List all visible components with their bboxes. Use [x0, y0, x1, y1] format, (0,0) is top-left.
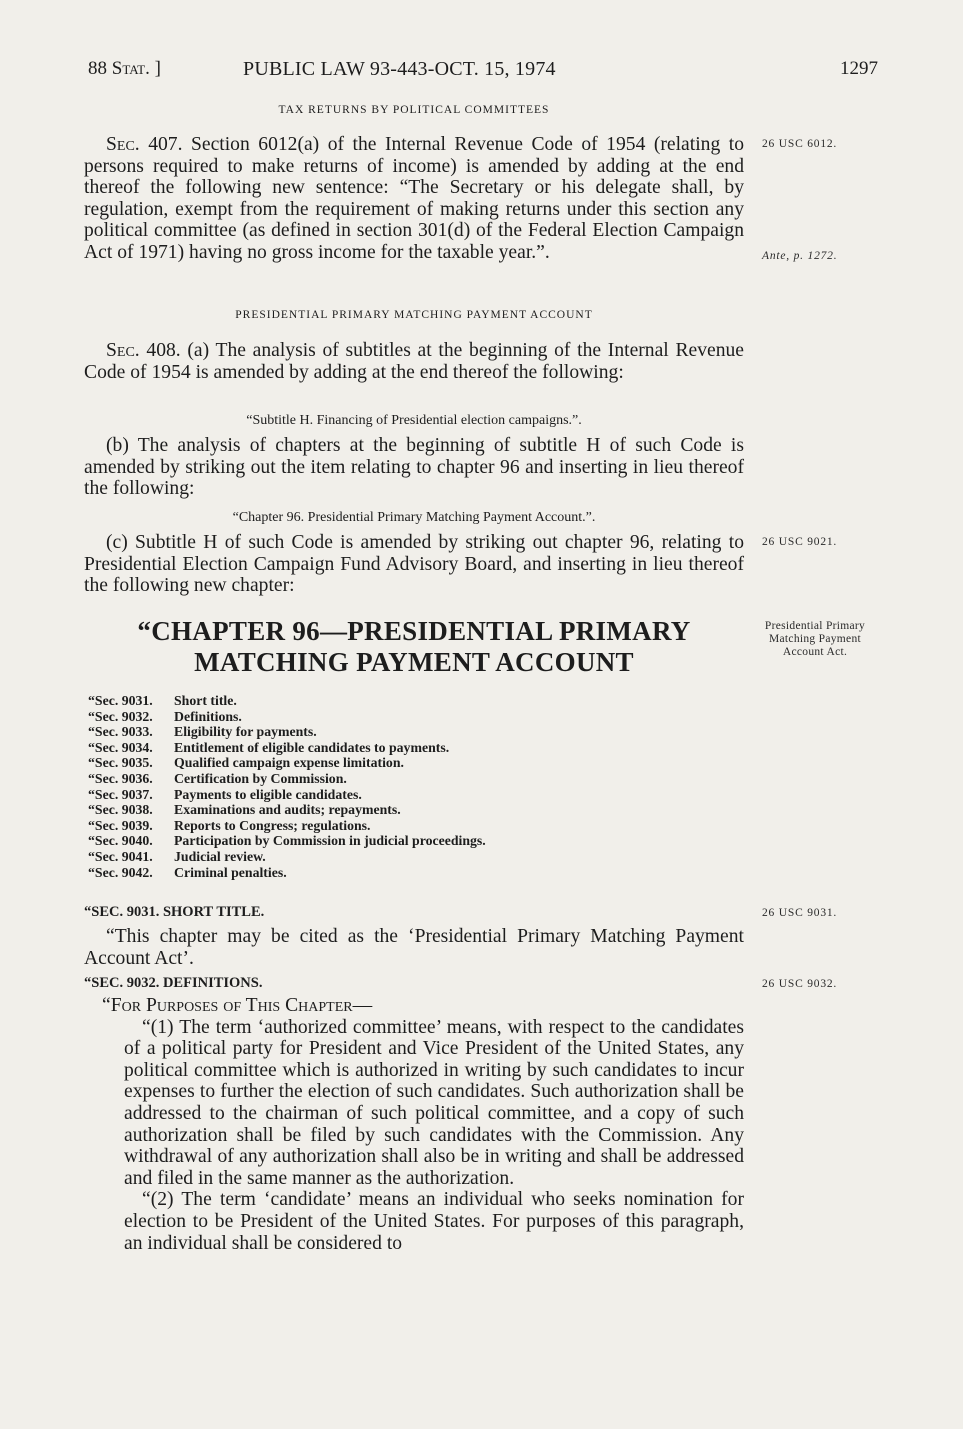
toc-entry	[88, 833, 748, 849]
toc-section-title: Qualified campaign expense limitation.	[174, 755, 404, 771]
margin-note-usc-9031: 26 USC 9031.	[762, 907, 838, 919]
subtitle-h-quote: “Subtitle H. Financing of Presidential election campaigns.”.	[246, 413, 582, 428]
toc-section-title: Judicial review.	[174, 848, 266, 864]
toc-section-number: “Sec. 9034.	[88, 739, 153, 755]
toc-entry	[88, 740, 748, 756]
section-408-a-text: Sec. 408. (a) The analysis of subtitles at the beginning of the Internal Revenue Code of 1954 is amended by adding at the end thereof the following:	[84, 340, 744, 383]
toc-section-number: “Sec. 9031.	[88, 693, 153, 708]
toc-entry	[88, 787, 748, 803]
definition-1: “(1) The term ‘authorized committee’ means, with respect to the candidates of a political party for President and Vice President of the United States, any political committee which is authorized in writing by such candidates to incur expenses to further the election of such candidates. Such authorization shall be addressed to the chairman of such political committee, and a copy of such authorization shall be filed by such candidates with the Commission. Any withdrawal of any authorization shall also be in writing and shall be addressed and filed in the same manner as the authorization.	[124, 1016, 744, 1189]
toc-entry	[88, 724, 748, 740]
toc-entry	[88, 693, 748, 709]
page-number: 1297	[840, 58, 878, 79]
chapter-title	[84, 616, 744, 678]
toc-section-number: “Sec. 9037.	[88, 786, 153, 802]
section-9031-body	[84, 926, 744, 969]
toc-section-title: Examinations and audits; repayments.	[174, 802, 401, 818]
toc-entry	[88, 865, 748, 881]
toc-section-number: “Sec. 9036.	[88, 770, 153, 786]
toc-section-title: Reports to Congress; regulations.	[174, 817, 371, 833]
section-9031-heading: “SEC. 9031. SHORT TITLE.	[84, 904, 265, 920]
section-408-b	[84, 435, 744, 500]
page-header	[88, 58, 878, 88]
toc-section-number: “Sec. 9041.	[88, 848, 153, 864]
margin-note-usc-6012: 26 USC 6012.	[762, 138, 838, 150]
toc-section-number: “Sec. 9035.	[88, 755, 153, 771]
toc-section-title: Eligibility for payments.	[174, 724, 317, 740]
section-9031-text: “This chapter may be cited as the ‘Presidential Primary Matching Payment Account Act’.	[84, 926, 744, 969]
section-408-c-text: (c) Subtitle H of such Code is amended by striking out chapter 96, relating to Presidential Election Campaign Fund Advisory Board, and inserting in lieu thereof the following new chapter:	[84, 532, 744, 597]
toc-entry	[88, 771, 748, 787]
section-407-heading: TAX RETURNS BY POLITICAL COMMITTEES	[278, 104, 550, 116]
toc-section-title: Definitions.	[174, 708, 242, 724]
toc-section-number: “Sec. 9042.	[88, 864, 153, 880]
chapter-table-of-contents	[84, 693, 748, 880]
section-408-b-text: (b) The analysis of chapters at the beginning of subtitle H of such Code is amended by striking out the item relating to chapter 96 and inserting in lieu thereof the following:	[84, 435, 744, 500]
toc-entry	[88, 849, 748, 865]
toc-entry	[88, 818, 748, 834]
toc-entry	[88, 802, 748, 818]
section-407-text: Sec. 407. Section 6012(a) of the Internal Revenue Code of 1954 (relating to persons required to make returns of income) is amended by adding at the end thereof the following new sentence: “The Secretary or his delegate shall, by regulation, exempt from the requirement of making returns under this section any political committee (as defined in section 301(d) of the Federal Election Campaign Act of 1971) having no gross income for the taxable year.”.	[84, 134, 744, 263]
toc-section-title: Payments to eligible candidates.	[174, 786, 362, 802]
toc-section-number: “Sec. 9038.	[88, 802, 153, 818]
toc-entry	[88, 709, 748, 725]
toc-section-number: “Sec. 9032.	[88, 708, 153, 724]
toc-section-number: “Sec. 9039.	[88, 817, 153, 833]
toc-entry	[88, 755, 748, 771]
chapter-title-line-2: MATCHING PAYMENT ACCOUNT	[194, 647, 634, 677]
margin-note-usc-9032: 26 USC 9032.	[762, 978, 838, 990]
section-9032-lead: “For Purposes of This Chapter—	[102, 995, 373, 1016]
margin-note-usc-9021: 26 USC 9021.	[762, 536, 838, 548]
running-title: PUBLIC LAW 93-443-OCT. 15, 1974	[243, 58, 556, 80]
toc-section-number: “Sec. 9033.	[88, 724, 153, 740]
chapter-96-quote: “Chapter 96. Presidential Primary Matching Payment Account.”.	[232, 510, 596, 525]
toc-section-title: Short title.	[174, 693, 237, 708]
section-9032-body	[84, 995, 744, 1254]
statute-volume: 88 Stat. ]	[88, 58, 161, 79]
section-408-c	[84, 532, 744, 597]
section-407-body	[84, 134, 744, 264]
section-9032-heading: “SEC. 9032. DEFINITIONS.	[84, 975, 263, 991]
toc-section-title: Certification by Commission.	[174, 770, 347, 786]
chapter-title-line-1: “CHAPTER 96—PRESIDENTIAL PRIMARY	[137, 616, 691, 646]
toc-section-title: Criminal penalties.	[174, 864, 287, 880]
margin-note-ante: Ante, p. 1272.	[762, 250, 838, 262]
toc-section-number: “Sec. 9040.	[88, 833, 153, 849]
definition-2: “(2) The term ‘candidate’ means an individual who seeks nomination for election to be President of the United States. For purposes of this paragraph, an individual shall be considered to	[124, 1189, 744, 1254]
toc-section-title: Participation by Commission in judicial proceedings.	[174, 833, 486, 849]
toc-section-title: Entitlement of eligible candidates to payments.	[174, 739, 450, 755]
section-408-heading: PRESIDENTIAL PRIMARY MATCHING PAYMENT ACCOUNT	[235, 309, 593, 321]
margin-note-act-title: Presidential Primary Matching Payment Account Act.	[764, 620, 866, 658]
section-408-a	[84, 340, 744, 383]
